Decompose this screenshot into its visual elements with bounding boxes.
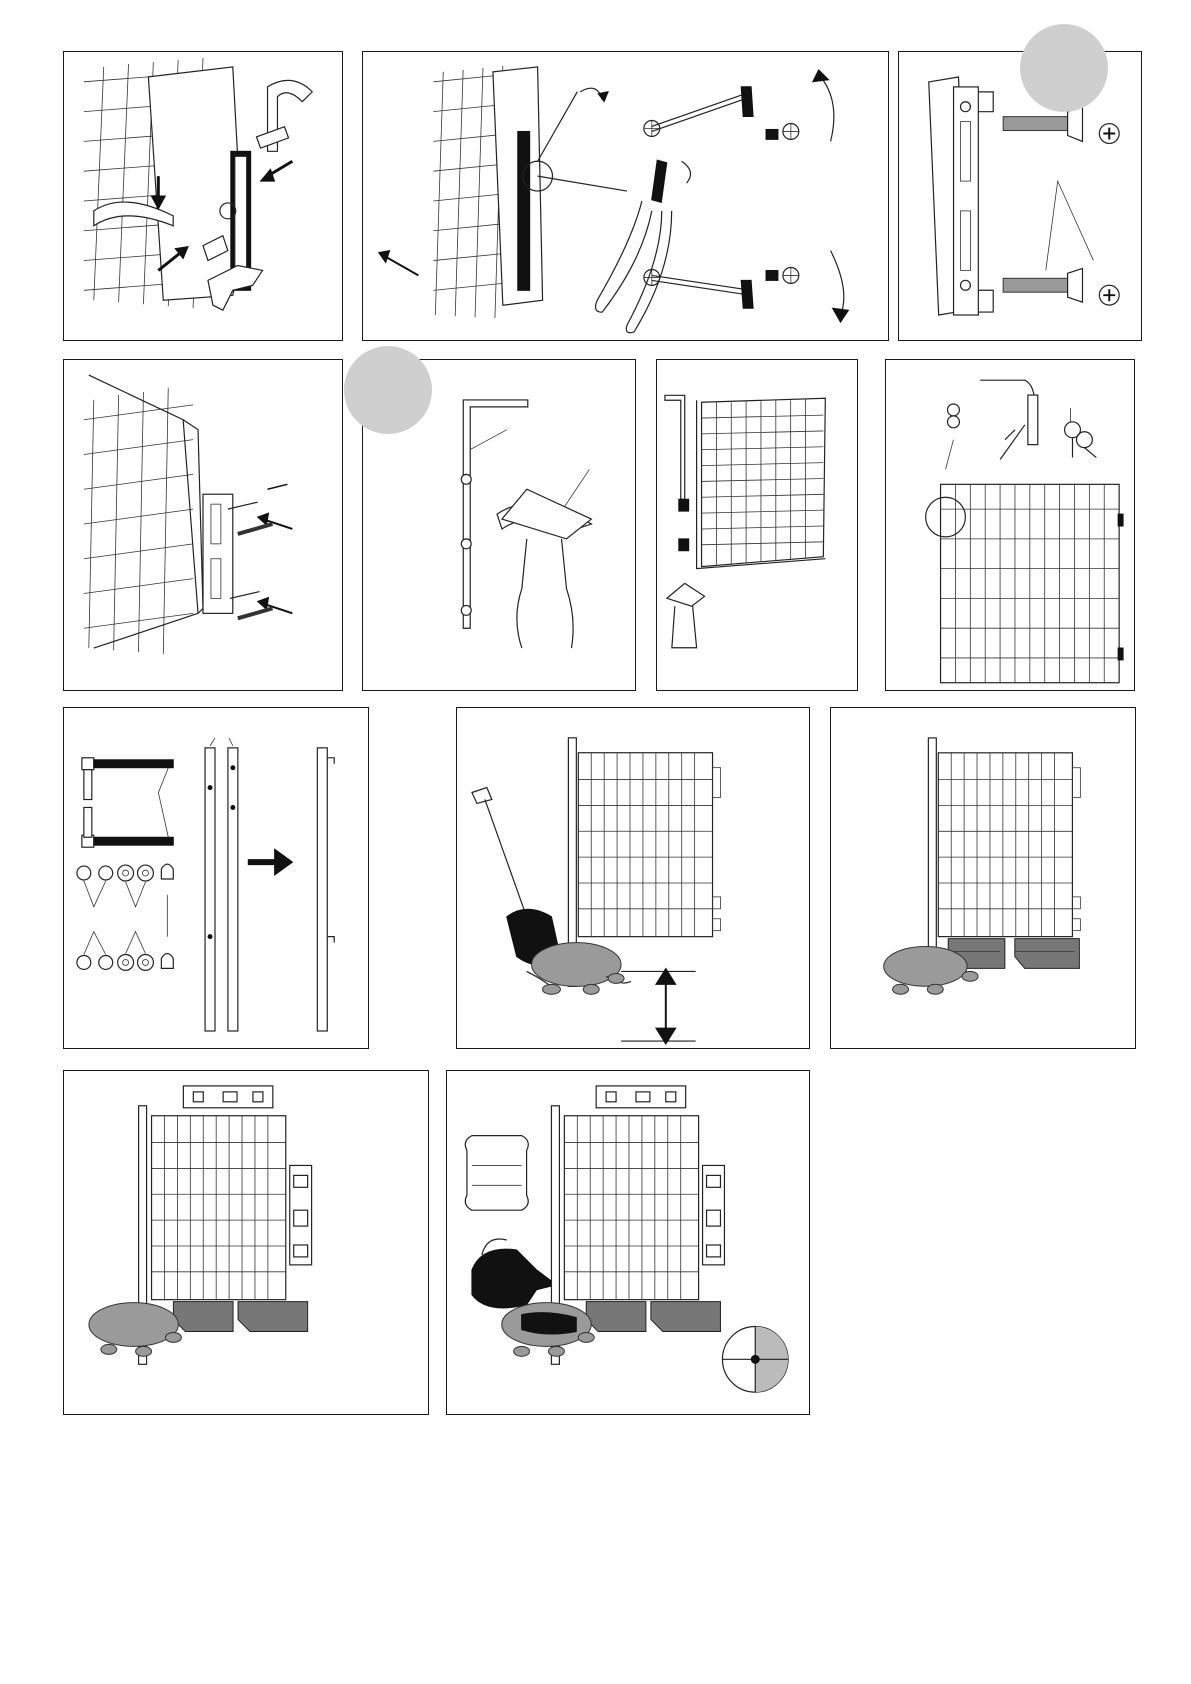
step-badge-circle <box>1020 24 1108 112</box>
screw-bottom <box>1003 268 1119 305</box>
clock-icon <box>722 1327 788 1393</box>
panel-4-fix-frame <box>63 359 343 691</box>
level-illustration <box>64 1071 428 1414</box>
parts-illustration <box>64 708 368 1048</box>
post-mesh-illustration <box>657 360 857 690</box>
panel-11-level <box>63 1070 429 1415</box>
nuts-washers-top <box>77 864 173 881</box>
panel-6-post-mesh <box>656 359 858 691</box>
screws-illustration <box>899 52 1141 340</box>
panel-7-gate-handle <box>885 359 1135 691</box>
bricks-illustration <box>831 708 1135 1048</box>
frame-fix-illustration <box>64 360 342 690</box>
panel-1-handle-lock <box>63 51 343 341</box>
concrete-illustration <box>447 1071 809 1414</box>
pliers-illustration <box>363 52 888 340</box>
gate-handle-illustration <box>886 360 1134 690</box>
digging-illustration <box>457 708 809 1048</box>
panel-2-pliers <box>362 51 889 341</box>
panel-8-parts <box>63 707 369 1049</box>
panel-10-bricks <box>830 707 1136 1049</box>
panel-12-concrete <box>446 1070 810 1415</box>
panel-3-screws <box>898 51 1142 341</box>
screw-top <box>1003 107 1119 144</box>
handle-lock-illustration <box>64 52 342 340</box>
step-badge-circle-2 <box>344 346 432 434</box>
nuts-washers-bottom <box>77 954 173 971</box>
panel-9-dig <box>456 707 810 1049</box>
